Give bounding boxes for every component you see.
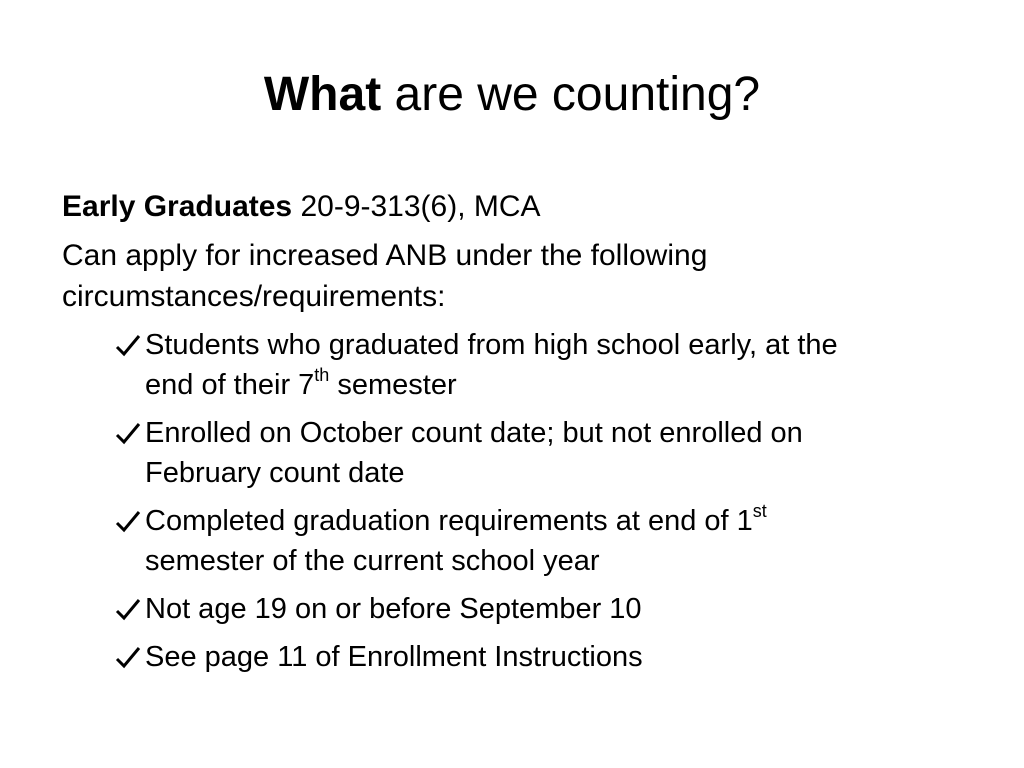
intro-line-2: circumstances/requirements:	[62, 280, 446, 313]
bullet-line-1: Students who graduated from high school early, at the	[145, 329, 838, 361]
intro-line-1: Can apply for increased ANB under the following	[62, 239, 708, 272]
superscript: st	[752, 501, 767, 522]
checkmark-icon	[115, 637, 145, 677]
slide-body	[62, 186, 962, 685]
bullet-line-2	[145, 365, 962, 405]
list-item	[62, 589, 962, 629]
bullet-line-1	[145, 501, 962, 541]
section-heading-citation: 20-9-313(6), MCA	[292, 190, 541, 223]
list-item	[62, 501, 962, 581]
bullet-line-2-tail: semester	[329, 369, 457, 401]
bullet-line-1: Not age 19 on or before September 10	[145, 593, 642, 625]
bullet-line-1-text: Completed graduation requirements at end of 1	[145, 505, 753, 537]
slide-title	[0, 62, 1024, 128]
bullet-line-2: February count date	[145, 457, 405, 489]
section-heading	[62, 186, 962, 227]
list-item	[62, 637, 962, 677]
bullet-line-2-text: end of their 7	[145, 369, 315, 401]
checkmark-icon	[115, 589, 145, 629]
slide-title-rest: are we counting?	[381, 68, 761, 121]
section-heading-bold: Early Graduates	[62, 190, 293, 223]
requirements-list	[62, 325, 962, 677]
list-item	[62, 325, 962, 405]
superscript: th	[314, 365, 330, 386]
intro-text	[62, 235, 962, 317]
checkmark-icon	[115, 501, 145, 541]
slide-title-bold: What	[263, 68, 382, 121]
bullet-line-1: See page 11 of Enrollment Instructions	[145, 641, 643, 673]
bullet-line-1: Enrolled on October count date; but not enrolled on	[145, 417, 803, 449]
checkmark-icon	[115, 325, 145, 365]
checkmark-icon	[115, 413, 145, 453]
list-item	[62, 413, 962, 493]
bullet-line-2: semester of the current school year	[145, 545, 600, 577]
